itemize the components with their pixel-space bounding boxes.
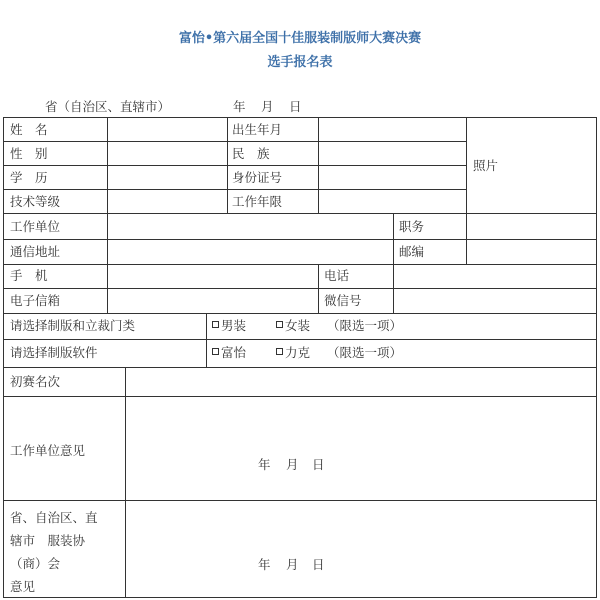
- ethnicity-label: 民 族: [232, 146, 270, 161]
- association-opinion-month: 月: [286, 557, 299, 572]
- province-label: 省（自治区、直辖市）: [45, 99, 171, 114]
- category-note: （限选一项）: [327, 318, 403, 333]
- employer-opinion-label: 工作单位意见: [10, 443, 86, 458]
- software-note: （限选一项）: [327, 345, 403, 360]
- association-opinion-line: 省、自治区、直: [10, 510, 98, 525]
- photo-label: 照片: [473, 158, 499, 173]
- gender-field[interactable]: [108, 142, 227, 165]
- email-field[interactable]: [108, 289, 318, 313]
- form-subtitle: 选手报名表: [267, 55, 333, 70]
- prelim-rank-field[interactable]: [126, 368, 596, 396]
- phone-label: 电话: [324, 268, 350, 283]
- employer-opinion-field[interactable]: [126, 397, 596, 500]
- birth-field[interactable]: [319, 118, 466, 141]
- checkbox-icon: [212, 348, 219, 355]
- association-opinion-day: 日: [312, 557, 325, 572]
- position-label: 职务: [399, 219, 425, 234]
- association-opinion-year: 年: [258, 557, 271, 572]
- checkbox-icon: [276, 348, 283, 355]
- work-years-label: 工作年限: [232, 194, 283, 209]
- employer-opinion-month: 月: [286, 457, 299, 472]
- category-label: 请选择制版和立裁门类: [10, 318, 136, 333]
- form-title: 富怡•第六届全国十佳服装制版师大赛决赛: [178, 31, 422, 46]
- name-label: 姓 名: [10, 122, 48, 137]
- employer-opinion-day: 日: [312, 457, 325, 472]
- education-label: 学 历: [10, 170, 48, 185]
- tech-level-field[interactable]: [108, 190, 227, 213]
- tech-level-label: 技术等级: [10, 194, 61, 209]
- ethnicity-field[interactable]: [319, 142, 466, 165]
- year-label: 年: [233, 99, 246, 114]
- month-label: 月: [261, 99, 274, 114]
- association-opinion-line: 辖市 服装协: [10, 533, 86, 548]
- birth-label: 出生年月: [232, 122, 283, 137]
- prelim-rank-label: 初赛名次: [10, 374, 61, 389]
- postcode-label: 邮编: [399, 244, 425, 259]
- category-option-menswear[interactable]: 男装: [212, 318, 246, 334]
- employer-field[interactable]: [108, 214, 393, 239]
- employer-label: 工作单位: [10, 219, 61, 234]
- postcode-field[interactable]: [467, 240, 596, 264]
- education-field[interactable]: [108, 166, 227, 189]
- checkbox-icon: [212, 321, 219, 328]
- mobile-field[interactable]: [108, 265, 318, 288]
- id-number-label: 身份证号: [232, 170, 283, 185]
- mobile-label: 手 机: [10, 268, 48, 283]
- category-option-womenswear[interactable]: 女装: [276, 318, 310, 334]
- position-field[interactable]: [467, 214, 596, 239]
- software-option-lectra[interactable]: 力克: [276, 345, 310, 361]
- association-opinion-line: 意见: [10, 579, 36, 594]
- gender-label: 性 别: [10, 146, 48, 161]
- photo-area[interactable]: [467, 118, 596, 213]
- name-field[interactable]: [108, 118, 227, 141]
- region-date-line: [0, 97, 600, 113]
- id-number-field[interactable]: [319, 166, 466, 189]
- checkbox-icon: [276, 321, 283, 328]
- software-label: 请选择制版软件: [10, 345, 98, 360]
- association-opinion-field[interactable]: [126, 501, 596, 597]
- phone-field[interactable]: [394, 265, 596, 288]
- wechat-field[interactable]: [394, 289, 596, 313]
- address-field[interactable]: [108, 240, 393, 264]
- day-label: 日: [289, 99, 302, 114]
- association-opinion-line: （商）会: [10, 556, 61, 571]
- email-label: 电子信箱: [10, 293, 61, 308]
- software-option-richpeace[interactable]: 富怡: [212, 345, 246, 361]
- work-years-field[interactable]: [319, 190, 466, 213]
- employer-opinion-year: 年: [258, 457, 271, 472]
- wechat-label: 微信号: [324, 293, 362, 308]
- address-label: 通信地址: [10, 244, 61, 259]
